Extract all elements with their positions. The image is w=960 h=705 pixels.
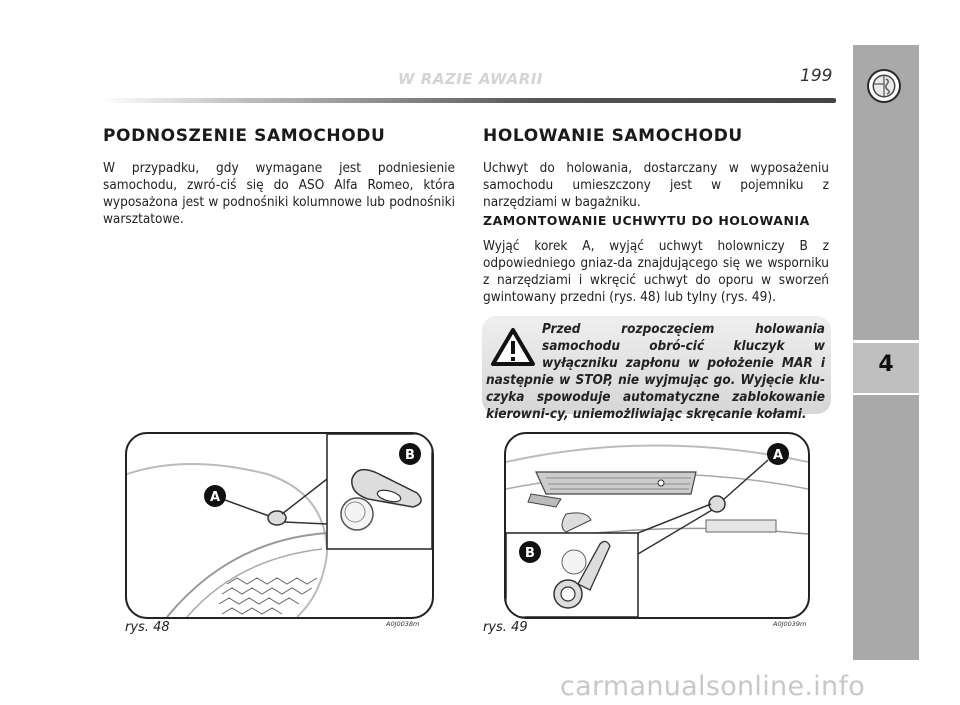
figure-48-code: A0J0038m	[386, 620, 420, 628]
label-b: B	[525, 546, 535, 561]
lifting-heading: PODNOSZENIE SAMOCHODU	[103, 126, 386, 146]
rear-bumper-illustration	[506, 434, 808, 617]
figure-48	[125, 432, 434, 619]
towing-paragraph: Uchwyt do holowania, dostarczany w wyposażeniu samochodu umieszczony jest w pojemniku z narzędziami w bagażniku.	[483, 160, 829, 210]
chapter-number: 4	[878, 352, 894, 377]
watermark: carmanualsonline.info	[560, 671, 866, 702]
alfa-romeo-logo-icon	[866, 68, 902, 104]
warning-box	[482, 316, 831, 422]
tow-hook-paragraph: Wyjąć korek A, wyjąć uchwyt holowniczy B z odpowiedniego gniaz-da znajdującego się we wsporniku z narzędziami i wkręcić uchwyt do oporu w sworzeń gwintowany przedni (rys. 48) lub tylny (rys. 49).	[483, 238, 829, 305]
figure-48-caption: rys. 48	[125, 620, 170, 635]
towing-heading: HOLOWANIE SAMOCHODU	[483, 126, 743, 146]
figure-49-caption: rys. 49	[483, 620, 528, 635]
tow-hook-subheading: ZAMONTOWANIE UCHWYTU DO HOLOWANIA	[483, 213, 810, 228]
lifting-paragraph: W przypadku, gdy wymagane jest podniesienie samochodu, zwró-ciś się do ASO Alfa Romeo, która wyposażona jest w podnośniki kolumnowe lub podnośniki warsztatowe.	[103, 160, 455, 227]
page-number: 199	[800, 66, 833, 86]
label-a: A	[209, 490, 221, 505]
figure-49	[504, 432, 810, 619]
sidebar-lower	[853, 395, 919, 660]
running-header-title: W RAZIE AWARII	[398, 70, 543, 88]
figure-49-code: A0J0039m	[773, 620, 807, 628]
label-a: A	[772, 448, 784, 463]
warning-text: Przed rozpoczęciem holowania samochodu obró-cić kluczyk w wyłączniku zapłonu w położenie MAR i następnie w STOP, nie wyjmując go. Wyjęcie klu-czyka spowoduje automatyczne zablokowanie kierowni-cy, uniemożliwiając skręcanie kołami.	[486, 321, 825, 422]
front-bumper-illustration	[127, 434, 432, 617]
label-b: B	[405, 448, 415, 463]
header-rule	[100, 98, 836, 103]
